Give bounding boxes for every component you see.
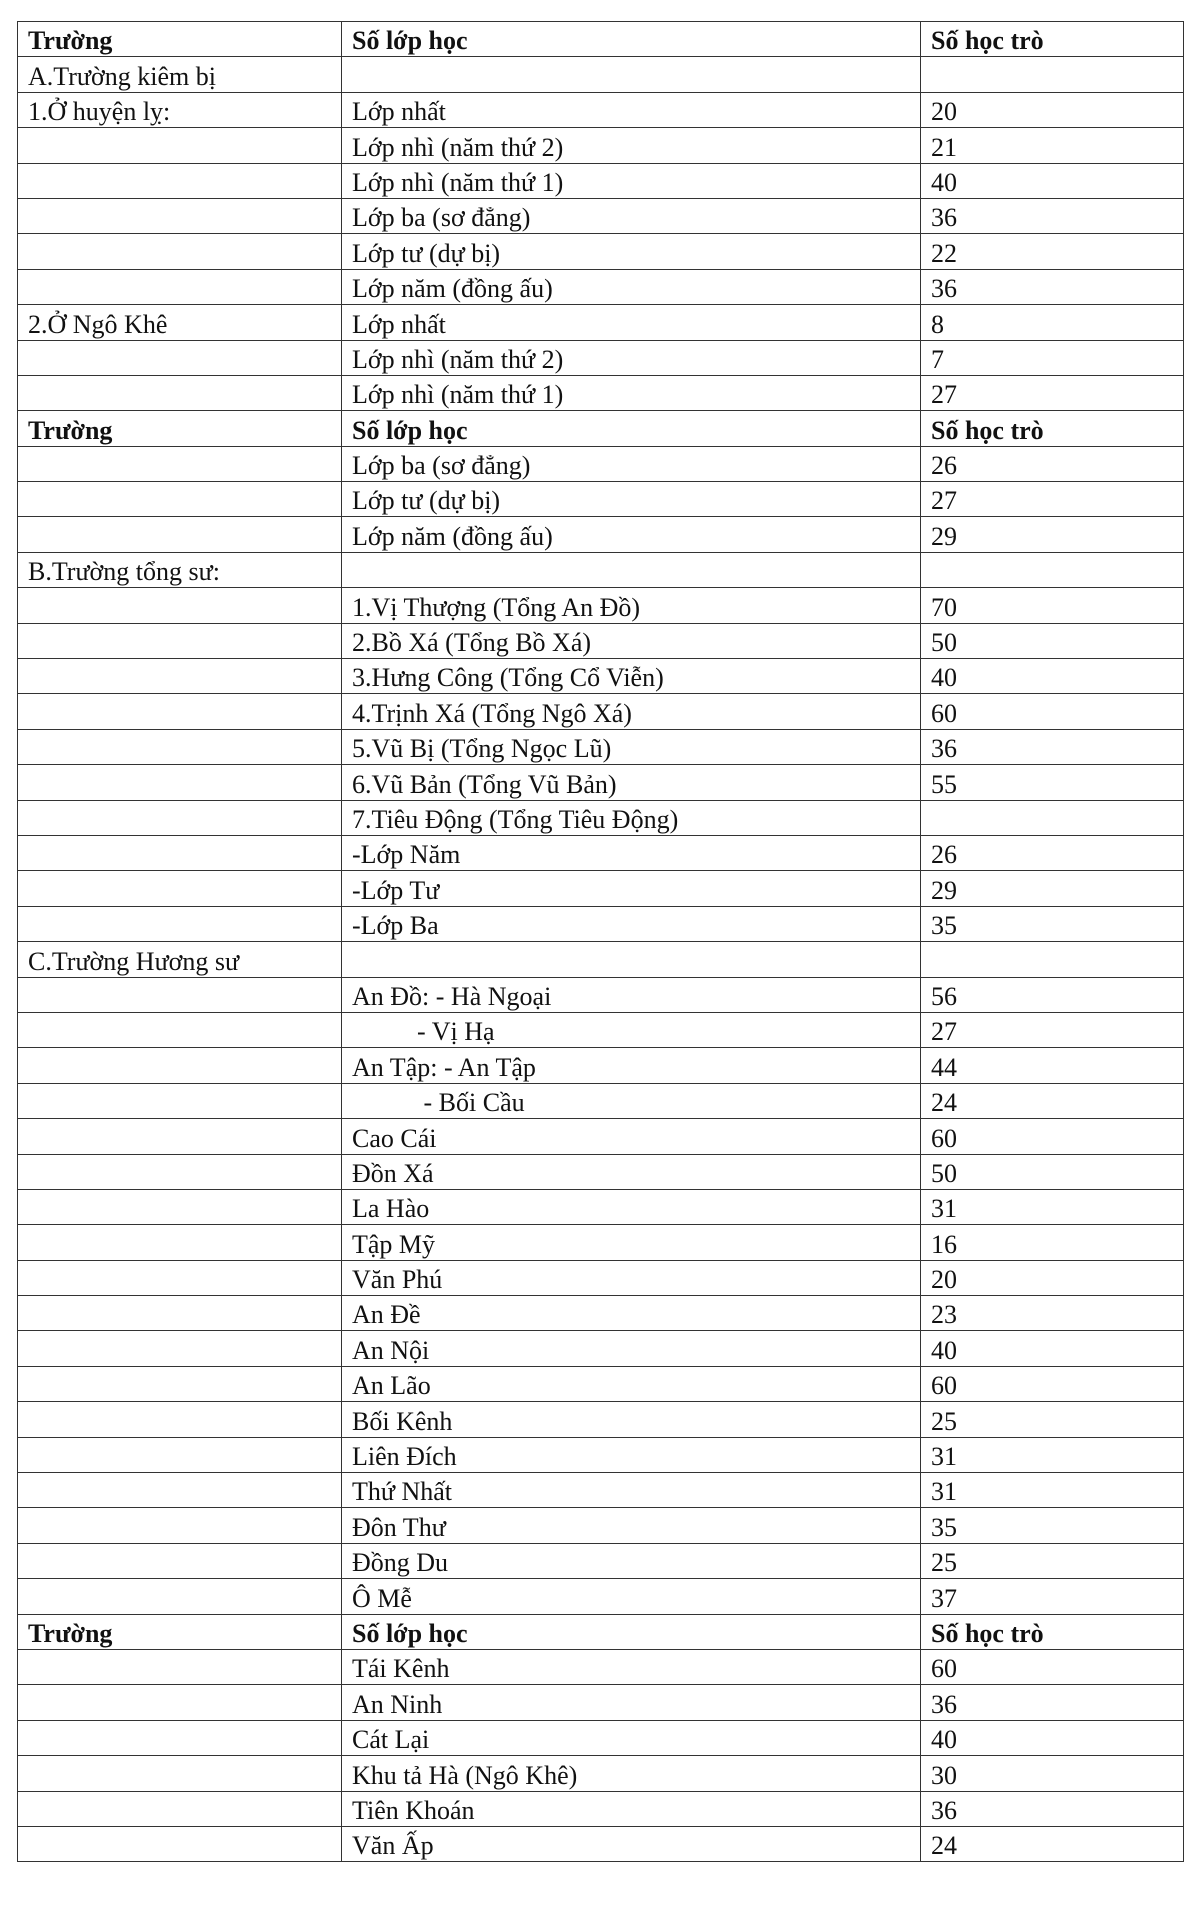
class-cell: 5.Vũ Bị (Tổng Ngọc Lũ): [342, 729, 921, 764]
student-count-cell: 70: [921, 588, 1184, 623]
school-cell: [18, 623, 342, 658]
school-cell: [18, 1437, 342, 1472]
student-count-cell: 35: [921, 1508, 1184, 1543]
table-row: [18, 517, 1184, 552]
student-count-cell: 31: [921, 1189, 1184, 1224]
table-row: [18, 1189, 1184, 1224]
school-cell: A.Trường kiêm bị: [18, 57, 342, 92]
class-cell: [342, 552, 921, 587]
student-count-cell: 44: [921, 1048, 1184, 1083]
table-row: [18, 1826, 1184, 1861]
column-header: Trường: [18, 1614, 342, 1649]
school-cell: [18, 234, 342, 269]
table-row: [18, 588, 1184, 623]
column-header: Số lớp học: [342, 411, 921, 446]
class-cell: Lớp năm (đồng ấu): [342, 517, 921, 552]
table-row: [18, 1119, 1184, 1154]
school-cell: [18, 906, 342, 941]
school-cell: [18, 1331, 342, 1366]
school-cell: [18, 1119, 342, 1154]
student-count-cell: [921, 942, 1184, 977]
student-count-cell: 24: [921, 1083, 1184, 1118]
column-header: Số học trò: [921, 22, 1184, 57]
school-cell: 2.Ở Ngô Khê: [18, 305, 342, 340]
table-row: [18, 163, 1184, 198]
school-cell: [18, 517, 342, 552]
table-row: [18, 234, 1184, 269]
class-cell: 7.Tiêu Động (Tổng Tiêu Động): [342, 800, 921, 835]
class-cell: Bối Kênh: [342, 1402, 921, 1437]
class-cell: An Đề: [342, 1296, 921, 1331]
column-header: Số lớp học: [342, 22, 921, 57]
student-count-cell: 36: [921, 729, 1184, 764]
student-count-cell: [921, 57, 1184, 92]
school-cell: [18, 482, 342, 517]
class-cell: Tái Kênh: [342, 1649, 921, 1684]
student-count-cell: 7: [921, 340, 1184, 375]
schools-table: [17, 21, 1184, 1862]
table-row: [18, 1083, 1184, 1118]
class-cell: Lớp nhất: [342, 92, 921, 127]
table-row: [18, 1225, 1184, 1260]
school-cell: [18, 1685, 342, 1720]
class-cell: Lớp ba (sơ đẳng): [342, 198, 921, 233]
column-header: Số học trò: [921, 411, 1184, 446]
student-count-cell: 40: [921, 1331, 1184, 1366]
school-cell: [18, 1048, 342, 1083]
table-header-row: [18, 411, 1184, 446]
school-cell: [18, 1649, 342, 1684]
student-count-cell: 60: [921, 1119, 1184, 1154]
table-row: [18, 1579, 1184, 1614]
class-cell: Tập Mỹ: [342, 1225, 921, 1260]
student-count-cell: 60: [921, 694, 1184, 729]
table-header-row: [18, 1614, 1184, 1649]
student-count-cell: 27: [921, 1012, 1184, 1047]
table-row: [18, 623, 1184, 658]
school-cell: [18, 871, 342, 906]
school-cell: [18, 269, 342, 304]
table-row: [18, 1154, 1184, 1189]
table-row: [18, 552, 1184, 587]
table-row: [18, 128, 1184, 163]
table-row: [18, 1543, 1184, 1578]
school-cell: [18, 1720, 342, 1755]
column-header: Số lớp học: [342, 1614, 921, 1649]
school-cell: [18, 1260, 342, 1295]
table-row: [18, 694, 1184, 729]
class-cell: - Vị Hạ: [342, 1012, 921, 1047]
class-cell: 2.Bồ Xá (Tổng Bồ Xá): [342, 623, 921, 658]
school-cell: [18, 340, 342, 375]
class-cell: [342, 942, 921, 977]
class-cell: Lớp năm (đồng ấu): [342, 269, 921, 304]
student-count-cell: 36: [921, 198, 1184, 233]
student-count-cell: 60: [921, 1366, 1184, 1401]
table-row: [18, 1473, 1184, 1508]
class-cell: La Hào: [342, 1189, 921, 1224]
school-cell: 1.Ở huyện lỵ:: [18, 92, 342, 127]
student-count-cell: 20: [921, 92, 1184, 127]
class-cell: An Lão: [342, 1366, 921, 1401]
class-cell: Lớp nhất: [342, 305, 921, 340]
table-row: [18, 446, 1184, 481]
class-cell: Lớp nhì (năm thứ 2): [342, 128, 921, 163]
school-cell: [18, 800, 342, 835]
student-count-cell: 50: [921, 1154, 1184, 1189]
school-cell: [18, 1791, 342, 1826]
class-cell: [342, 57, 921, 92]
table-row: [18, 1402, 1184, 1437]
table-row: [18, 92, 1184, 127]
student-count-cell: 60: [921, 1649, 1184, 1684]
student-count-cell: 40: [921, 659, 1184, 694]
class-cell: Lớp nhì (năm thứ 2): [342, 340, 921, 375]
school-cell: [18, 588, 342, 623]
table-row: [18, 1260, 1184, 1295]
school-cell: [18, 1402, 342, 1437]
class-cell: -Lớp Ba: [342, 906, 921, 941]
school-cell: [18, 1579, 342, 1614]
school-cell: [18, 659, 342, 694]
student-count-cell: 36: [921, 1791, 1184, 1826]
student-count-cell: 16: [921, 1225, 1184, 1260]
table-row: [18, 1720, 1184, 1755]
table-row: [18, 942, 1184, 977]
student-count-cell: 8: [921, 305, 1184, 340]
table-row: [18, 1331, 1184, 1366]
class-cell: Đồng Du: [342, 1543, 921, 1578]
table-header-row: [18, 22, 1184, 57]
table-row: [18, 1012, 1184, 1047]
student-count-cell: 55: [921, 765, 1184, 800]
school-cell: [18, 1826, 342, 1861]
class-cell: Lớp ba (sơ đẳng): [342, 446, 921, 481]
table-row: [18, 340, 1184, 375]
class-cell: Lớp nhì (năm thứ 1): [342, 163, 921, 198]
school-cell: [18, 1012, 342, 1047]
table-row: [18, 269, 1184, 304]
school-cell: [18, 446, 342, 481]
student-count-cell: 31: [921, 1437, 1184, 1472]
table-body: [18, 22, 1184, 1862]
school-cell: [18, 729, 342, 764]
student-count-cell: 26: [921, 835, 1184, 870]
school-cell: [18, 375, 342, 410]
class-cell: Ô Mễ: [342, 1579, 921, 1614]
table-row: [18, 1296, 1184, 1331]
school-cell: [18, 1756, 342, 1791]
student-count-cell: 31: [921, 1473, 1184, 1508]
school-cell: C.Trường Hương sư: [18, 942, 342, 977]
student-count-cell: 40: [921, 163, 1184, 198]
school-cell: [18, 977, 342, 1012]
school-cell: [18, 1083, 342, 1118]
class-cell: 1.Vị Thượng (Tổng An Đồ): [342, 588, 921, 623]
school-cell: [18, 765, 342, 800]
school-cell: [18, 1473, 342, 1508]
class-cell: Lớp tư (dự bị): [342, 482, 921, 517]
student-count-cell: 21: [921, 128, 1184, 163]
class-cell: -Lớp Tư: [342, 871, 921, 906]
table-row: [18, 57, 1184, 92]
table-row: [18, 1048, 1184, 1083]
class-cell: Cao Cái: [342, 1119, 921, 1154]
student-count-cell: 29: [921, 871, 1184, 906]
school-cell: [18, 1296, 342, 1331]
table-row: [18, 659, 1184, 694]
class-cell: 3.Hưng Công (Tổng Cổ Viễn): [342, 659, 921, 694]
table-row: [18, 871, 1184, 906]
table-row: [18, 305, 1184, 340]
school-cell: [18, 1225, 342, 1260]
student-count-cell: 36: [921, 269, 1184, 304]
class-cell: -Lớp Năm: [342, 835, 921, 870]
student-count-cell: 22: [921, 234, 1184, 269]
school-cell: [18, 694, 342, 729]
school-cell: [18, 835, 342, 870]
table-row: [18, 1685, 1184, 1720]
school-cell: B.Trường tổng sư:: [18, 552, 342, 587]
table-row: [18, 1437, 1184, 1472]
class-cell: 6.Vũ Bản (Tổng Vũ Bản): [342, 765, 921, 800]
class-cell: Đôn Thư: [342, 1508, 921, 1543]
class-cell: Văn Ấp: [342, 1826, 921, 1861]
class-cell: Tiên Khoán: [342, 1791, 921, 1826]
student-count-cell: 27: [921, 375, 1184, 410]
table-row: [18, 198, 1184, 233]
table-row: [18, 977, 1184, 1012]
student-count-cell: 24: [921, 1826, 1184, 1861]
table-row: [18, 729, 1184, 764]
class-cell: An Đồ: - Hà Ngoại: [342, 977, 921, 1012]
student-count-cell: 36: [921, 1685, 1184, 1720]
table-row: [18, 1756, 1184, 1791]
school-cell: [18, 163, 342, 198]
student-count-cell: 50: [921, 623, 1184, 658]
class-cell: Văn Phú: [342, 1260, 921, 1295]
table-row: [18, 906, 1184, 941]
student-count-cell: 30: [921, 1756, 1184, 1791]
table-row: [18, 765, 1184, 800]
class-cell: - Bối Cầu: [342, 1083, 921, 1118]
table-row: [18, 800, 1184, 835]
class-cell: An Nội: [342, 1331, 921, 1366]
student-count-cell: 20: [921, 1260, 1184, 1295]
class-cell: Lớp tư (dự bị): [342, 234, 921, 269]
school-cell: [18, 1154, 342, 1189]
column-header: Trường: [18, 22, 342, 57]
class-cell: Khu tả Hà (Ngô Khê): [342, 1756, 921, 1791]
column-header: Số học trò: [921, 1614, 1184, 1649]
table-row: [18, 1791, 1184, 1826]
student-count-cell: 25: [921, 1402, 1184, 1437]
student-count-cell: 56: [921, 977, 1184, 1012]
school-cell: [18, 1366, 342, 1401]
student-count-cell: [921, 800, 1184, 835]
student-count-cell: 25: [921, 1543, 1184, 1578]
school-cell: [18, 1543, 342, 1578]
class-cell: An Tập: - An Tập: [342, 1048, 921, 1083]
student-count-cell: 35: [921, 906, 1184, 941]
class-cell: Liên Đích: [342, 1437, 921, 1472]
student-count-cell: [921, 552, 1184, 587]
class-cell: 4.Trịnh Xá (Tổng Ngô Xá): [342, 694, 921, 729]
table-row: [18, 835, 1184, 870]
class-cell: Thứ Nhất: [342, 1473, 921, 1508]
student-count-cell: 29: [921, 517, 1184, 552]
student-count-cell: 26: [921, 446, 1184, 481]
school-cell: [18, 128, 342, 163]
student-count-cell: 40: [921, 1720, 1184, 1755]
class-cell: An Ninh: [342, 1685, 921, 1720]
class-cell: Đồn Xá: [342, 1154, 921, 1189]
school-cell: [18, 1508, 342, 1543]
column-header: Trường: [18, 411, 342, 446]
student-count-cell: 37: [921, 1579, 1184, 1614]
school-cell: [18, 1189, 342, 1224]
table-row: [18, 375, 1184, 410]
school-cell: [18, 198, 342, 233]
table-row: [18, 1366, 1184, 1401]
table-row: [18, 1649, 1184, 1684]
table-row: [18, 482, 1184, 517]
class-cell: Lớp nhì (năm thứ 1): [342, 375, 921, 410]
table-row: [18, 1508, 1184, 1543]
student-count-cell: 23: [921, 1296, 1184, 1331]
class-cell: Cát Lại: [342, 1720, 921, 1755]
student-count-cell: 27: [921, 482, 1184, 517]
